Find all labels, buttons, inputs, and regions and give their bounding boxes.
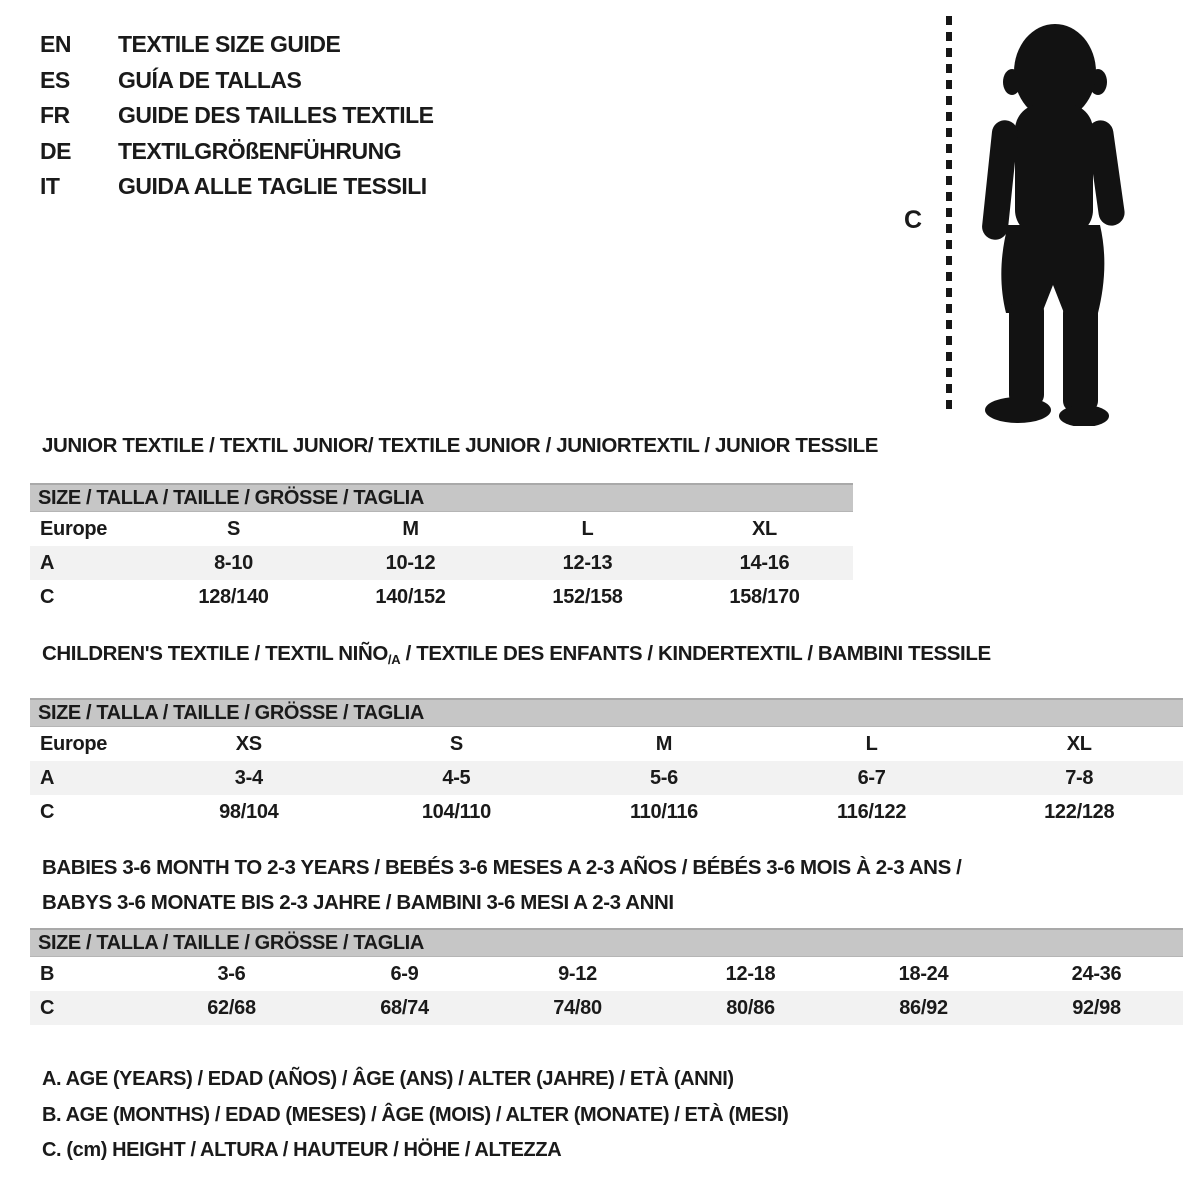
section-heading — [42, 850, 1183, 920]
size-band-header: SIZE / TALLA / TAILLE / GRÖSSE / TAGLIA — [30, 928, 1183, 957]
heading-text: / TEXTILE DES ENFANTS / KINDERTEXTIL / BAMBINI TESSILE — [400, 642, 991, 665]
section-heading-line — [42, 434, 878, 457]
language-code: IT — [40, 173, 60, 199]
language-code: DE — [40, 137, 71, 164]
column-header: S — [449, 733, 463, 755]
heading-text: CHILDREN'S TEXTILE / TEXTIL NIÑO — [42, 642, 388, 665]
heading-text: /A — [387, 652, 401, 667]
cell-value: 116/122 — [837, 801, 907, 823]
cell-value: 4-5 — [442, 767, 471, 789]
cell-value: 152/158 — [552, 586, 623, 608]
column-header: Europe — [40, 733, 108, 755]
row-label: C — [40, 801, 55, 823]
table-row — [30, 795, 1183, 829]
table-row — [30, 580, 853, 614]
table-row — [30, 761, 1183, 795]
heading-text: BABYS 3-6 MONATE BIS 2-3 JAHRE / BAMBINI 3-6 MESI A 2-3 ANNI — [42, 891, 674, 914]
section-heading — [42, 643, 1183, 671]
language-title: TEXTILE SIZE GUIDE — [118, 31, 341, 57]
row-label: B — [40, 963, 55, 985]
cell-value: 80/86 — [726, 997, 775, 1019]
cell-value: 7-8 — [1065, 767, 1094, 789]
row-label: A — [40, 552, 55, 574]
column-header: XL — [1066, 733, 1092, 755]
section-heading-line — [42, 643, 1183, 671]
section-children — [30, 643, 1183, 829]
cell-value: 8-10 — [214, 552, 253, 574]
cell-value: 86/92 — [899, 997, 948, 1019]
cell-value: 128/140 — [198, 586, 269, 608]
cell-value: 110/116 — [629, 801, 698, 823]
section-babies — [30, 850, 1183, 1025]
cell-value: 122/128 — [1044, 801, 1115, 823]
column-header: Europe — [40, 518, 108, 540]
height-measure-line — [946, 16, 952, 416]
cell-value: 68/74 — [380, 997, 429, 1019]
section-heading — [42, 434, 878, 457]
column-header: L — [581, 518, 594, 540]
heading-text: BABIES 3-6 MONTH TO 2-3 YEARS / BEBÉS 3-6 MESES A 2-3 AÑOS / BÉBÉS 3-6 MOIS À 2-3 ANS / — [42, 856, 962, 879]
column-header: XL — [752, 518, 777, 540]
cell-value: 62/68 — [207, 997, 256, 1019]
language-title: TEXTILGRÖßENFÜHRUNG — [118, 137, 402, 164]
cell-value: 92/98 — [1072, 997, 1121, 1019]
cell-value: 98/104 — [219, 801, 279, 823]
row-label: C — [40, 997, 55, 1019]
toddler-silhouette — [958, 20, 1142, 426]
cell-value: 3-4 — [234, 767, 263, 789]
table-row — [30, 991, 1183, 1025]
language-title: GUÍA DE TALLAS — [118, 66, 302, 93]
column-header: S — [226, 518, 241, 540]
cell-value: 74/80 — [553, 997, 602, 1019]
language-title: GUIDA ALLE TAGLIE TESSILI — [118, 173, 427, 199]
heading-text: JUNIOR TEXTILE / TEXTIL JUNIOR/ TEXTILE JUNIOR / JUNIORTEXTIL / JUNIOR TESSILE — [42, 434, 878, 457]
cell-value: 158/170 — [729, 586, 800, 608]
legend-line: A. AGE (YEARS) / EDAD (AÑOS) / ÂGE (ANS) / ALTER (JAHRE) / ETÀ (ANNI) — [42, 1068, 734, 1090]
language-code: FR — [40, 102, 70, 128]
cell-value: 12-18 — [725, 963, 776, 985]
legend-line: C. (cm) HEIGHT / ALTURA / HAUTEUR / HÖHE / ALTEZZA — [42, 1139, 562, 1161]
section-heading-line — [42, 850, 1183, 885]
section-junior — [30, 434, 878, 614]
section-heading-line — [42, 885, 1183, 920]
cell-value: 5-6 — [649, 767, 678, 789]
cell-value: 12-13 — [562, 552, 613, 574]
table-header-row — [30, 512, 853, 546]
figure — [0, 0, 1200, 440]
cell-value: 10-12 — [385, 552, 436, 574]
cell-value: 24-36 — [1071, 963, 1122, 985]
table-row — [30, 546, 853, 580]
cell-value: 3-6 — [217, 963, 246, 985]
language-title: GUIDE DES TAILLES TEXTILE — [118, 102, 434, 128]
size-legend — [42, 1062, 788, 1169]
language-code: EN — [40, 31, 71, 57]
height-measure-label: C — [904, 206, 923, 234]
row-label: C — [40, 586, 55, 608]
column-header: L — [865, 733, 878, 755]
table-row — [30, 957, 1183, 991]
cell-value: 6-7 — [857, 767, 886, 789]
table-header-row — [30, 727, 1183, 761]
size-band-header: SIZE / TALLA / TAILLE / GRÖSSE / TAGLIA — [30, 483, 853, 512]
cell-value: 9-12 — [558, 963, 597, 985]
column-header: XS — [235, 733, 262, 755]
cell-value: 6-9 — [390, 963, 419, 985]
cell-value: 140/152 — [375, 586, 446, 608]
legend-line: B. AGE (MONTHS) / EDAD (MESES) / ÂGE (MOIS) / ALTER (MONATE) / ETÀ (MESI) — [42, 1103, 789, 1126]
cell-value: 18-24 — [898, 963, 949, 985]
row-label: A — [40, 767, 55, 789]
language-code: ES — [40, 66, 70, 93]
column-header: M — [655, 733, 673, 755]
size-band-header: SIZE / TALLA / TAILLE / GRÖSSE / TAGLIA — [30, 698, 1183, 727]
cell-value: 104/110 — [421, 801, 491, 823]
cell-value: 14-16 — [739, 552, 790, 574]
column-header: M — [402, 518, 419, 540]
